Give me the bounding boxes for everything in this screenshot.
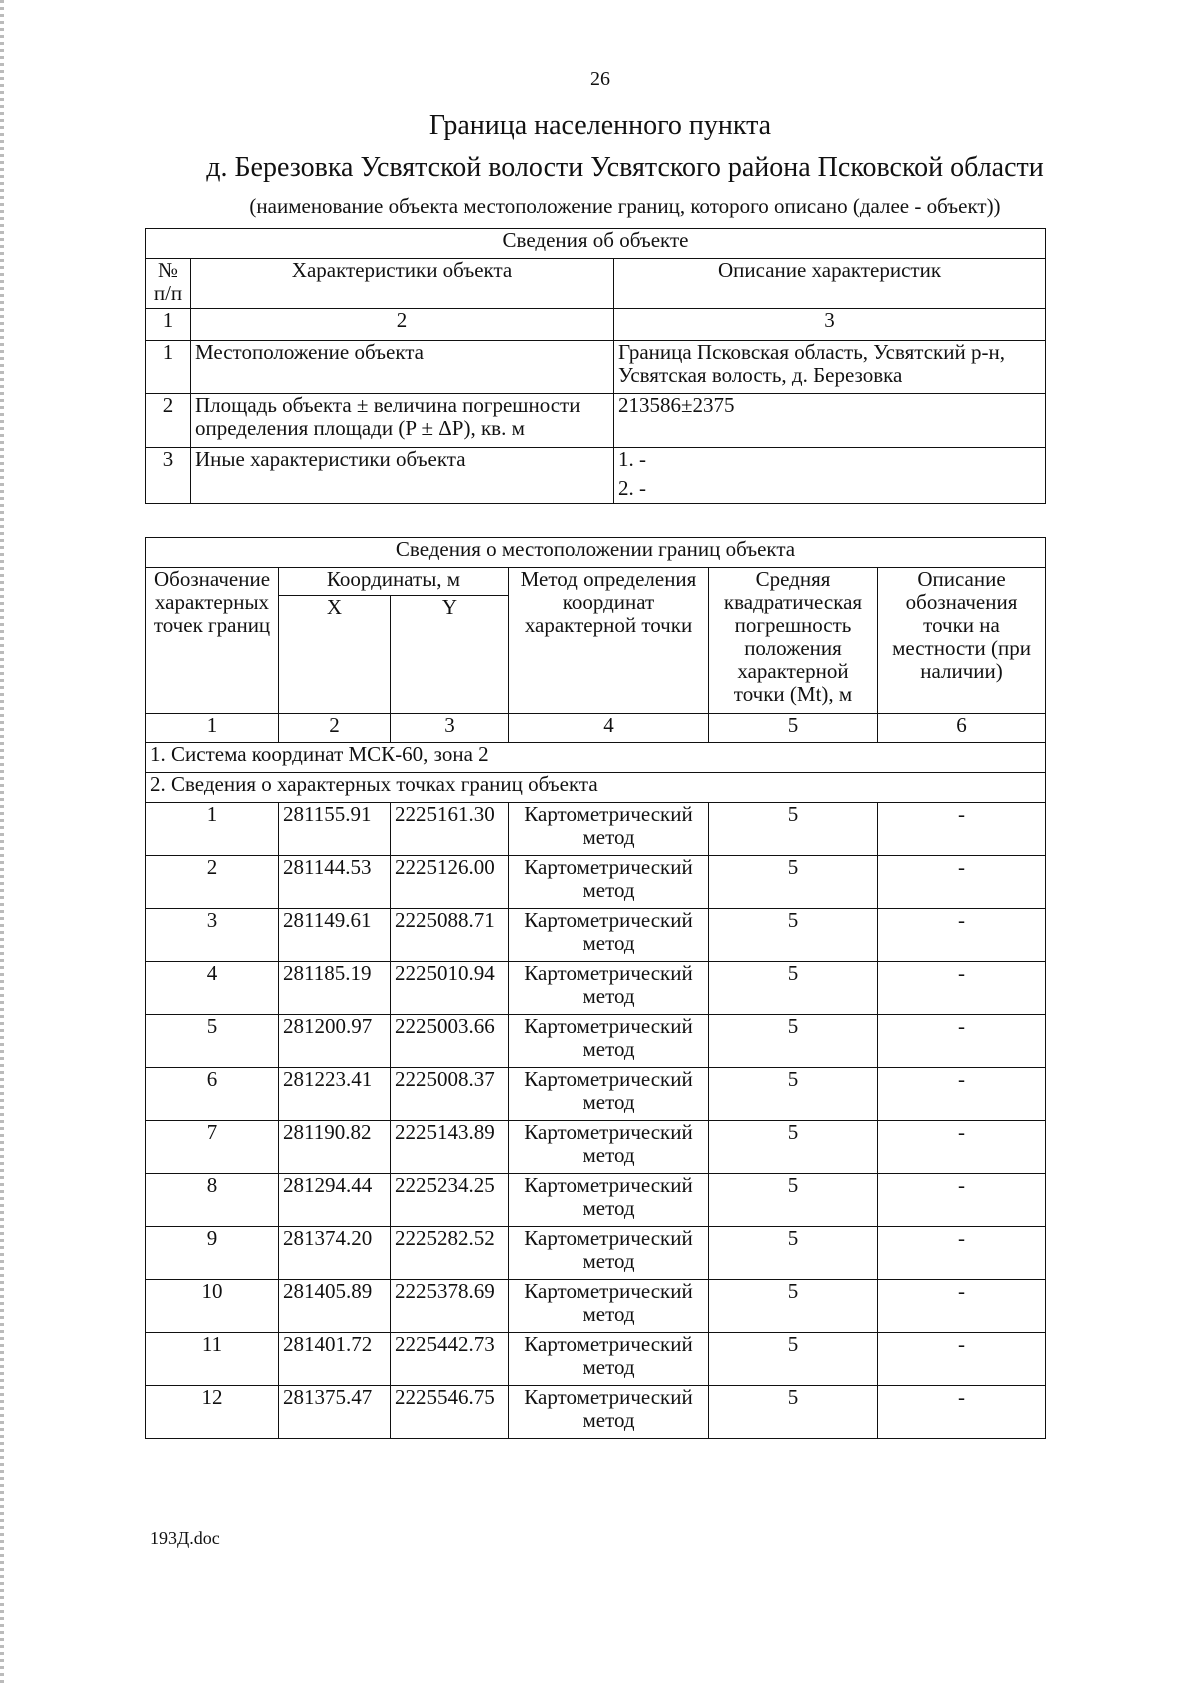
page-number: 26 [590,68,610,90]
characteristic-value [614,448,1046,504]
page-title-object: д. Березовка Усвятской волости Усвятского района Псковской области [206,152,1044,183]
table-row [146,394,1046,448]
point-description: - [878,1174,1046,1227]
point-id: 5 [146,1015,279,1068]
point-id: 3 [146,909,279,962]
coord-y: 2225161.30 [391,803,509,856]
point-description: - [878,1333,1046,1386]
column-number: 3 [614,309,1046,341]
column-number: 3 [391,714,509,743]
coord-y: 2225282.52 [391,1227,509,1280]
point-id: 7 [146,1121,279,1174]
table-row [146,1386,1046,1439]
column-number: 6 [878,714,1046,743]
table-row [146,856,1046,909]
point-description: - [878,1015,1046,1068]
point-id: 1 [146,803,279,856]
coord-y: 2225442.73 [391,1333,509,1386]
value-line: 1. - [618,447,646,471]
page-subtitle: (наименование объекта местоположение границ, которого описано (далее - объект)) [249,194,1001,218]
coord-y: 2225378.69 [391,1280,509,1333]
coord-x: 281405.89 [279,1280,391,1333]
mean-error: 5 [709,962,878,1015]
footer-filename: 193Д.doc [150,1528,220,1548]
method: Картометрический метод [509,803,709,856]
point-id: 8 [146,1174,279,1227]
point-description: - [878,1068,1046,1121]
mean-error: 5 [709,1174,878,1227]
column-header-error: Средняя квадратическая погрешность положения характерной точки (Mt), м [709,568,878,714]
method: Картометрический метод [509,962,709,1015]
method: Картометрический метод [509,1068,709,1121]
coord-x: 281144.53 [279,856,391,909]
row-number: 2 [146,394,191,448]
mean-error: 5 [709,1333,878,1386]
column-header-description: Описание обозначения точки на местности (при наличии) [878,568,1046,714]
mean-error: 5 [709,1121,878,1174]
table-row [146,1227,1046,1280]
object-info-table [145,228,1046,504]
column-header-coords: Координаты, м [279,568,509,596]
table-row [146,1174,1046,1227]
method: Картометрический метод [509,1333,709,1386]
method: Картометрический метод [509,1015,709,1068]
mean-error: 5 [709,1386,878,1439]
coord-x: 281200.97 [279,1015,391,1068]
point-id: 9 [146,1227,279,1280]
column-header-y: Y [391,596,509,714]
method: Картометрический метод [509,1174,709,1227]
coord-x: 281149.61 [279,909,391,962]
table-caption: Сведения о местоположении границ объекта [146,538,1046,568]
point-description: - [878,962,1046,1015]
coord-y: 2225546.75 [391,1386,509,1439]
characteristic-name: Иные характеристики объекта [191,448,614,504]
table-row [146,1015,1046,1068]
point-description: - [878,1386,1046,1439]
table-row [146,448,1046,504]
mean-error: 5 [709,909,878,962]
method: Картометрический метод [509,1280,709,1333]
column-number: 4 [509,714,709,743]
value-line: 2. - [618,476,646,500]
method: Картометрический метод [509,909,709,962]
characteristic-value: 213586±2375 [614,394,1046,448]
column-header: Описание характеристик [614,259,1046,309]
table-row [146,1333,1046,1386]
point-id: 6 [146,1068,279,1121]
table-row [146,803,1046,856]
section-points: 2. Сведения о характерных точках границ объекта [146,773,1046,803]
coord-y: 2225003.66 [391,1015,509,1068]
point-id: 12 [146,1386,279,1439]
scan-edge [0,0,4,1686]
row-number: 1 [146,341,191,394]
column-header: Характеристики объекта [191,259,614,309]
mean-error: 5 [709,1280,878,1333]
column-header-x: X [279,596,391,714]
point-id: 4 [146,962,279,1015]
coord-x: 281374.20 [279,1227,391,1280]
coord-x: 281155.91 [279,803,391,856]
column-header: № п/п [146,259,191,309]
section-coordinate-system: 1. Система координат МСК-60, зона 2 [146,743,1046,773]
coord-y: 2225008.37 [391,1068,509,1121]
page-title: Граница населенного пункта [428,110,772,141]
method: Картометрический метод [509,1386,709,1439]
method: Картометрический метод [509,1227,709,1280]
table-row [146,1280,1046,1333]
table-row [146,1068,1046,1121]
mean-error: 5 [709,803,878,856]
coord-y: 2225143.89 [391,1121,509,1174]
method: Картометрический метод [509,1121,709,1174]
characteristic-name: Местоположение объекта [191,341,614,394]
table-row [146,909,1046,962]
point-description: - [878,856,1046,909]
mean-error: 5 [709,856,878,909]
column-number: 2 [279,714,391,743]
coord-x: 281223.41 [279,1068,391,1121]
boundary-points-table [145,537,1046,1439]
coord-y: 2225088.71 [391,909,509,962]
coord-y: 2225010.94 [391,962,509,1015]
column-number: 2 [191,309,614,341]
coord-x: 281294.44 [279,1174,391,1227]
table-row [146,341,1046,394]
mean-error: 5 [709,1068,878,1121]
method: Картометрический метод [509,856,709,909]
column-number: 1 [146,309,191,341]
point-description: - [878,1121,1046,1174]
table-row [146,962,1046,1015]
coord-x: 281190.82 [279,1121,391,1174]
point-description: - [878,909,1046,962]
coord-x: 281185.19 [279,962,391,1015]
coord-y: 2225234.25 [391,1174,509,1227]
coord-x: 281375.47 [279,1386,391,1439]
table-row [146,1121,1046,1174]
point-description: - [878,1280,1046,1333]
characteristic-name: Площадь объекта ± величина погрешности определения площади (P ± ΔP), кв. м [191,394,614,448]
mean-error: 5 [709,1015,878,1068]
column-header-point: Обозначение характерных точек границ [146,568,279,714]
coord-y: 2225126.00 [391,856,509,909]
point-id: 10 [146,1280,279,1333]
point-description: - [878,803,1046,856]
table-caption: Сведения об объекте [146,229,1046,259]
point-description: - [878,1227,1046,1280]
row-number: 3 [146,448,191,504]
coord-x: 281401.72 [279,1333,391,1386]
mean-error: 5 [709,1227,878,1280]
column-number: 5 [709,714,878,743]
column-header-method: Метод определения координат характерной точки [509,568,709,714]
column-number: 1 [146,714,279,743]
point-id: 11 [146,1333,279,1386]
point-id: 2 [146,856,279,909]
characteristic-value: Граница Псковская область, Усвятский р-н, Усвятская волость, д. Березовка [614,341,1046,394]
